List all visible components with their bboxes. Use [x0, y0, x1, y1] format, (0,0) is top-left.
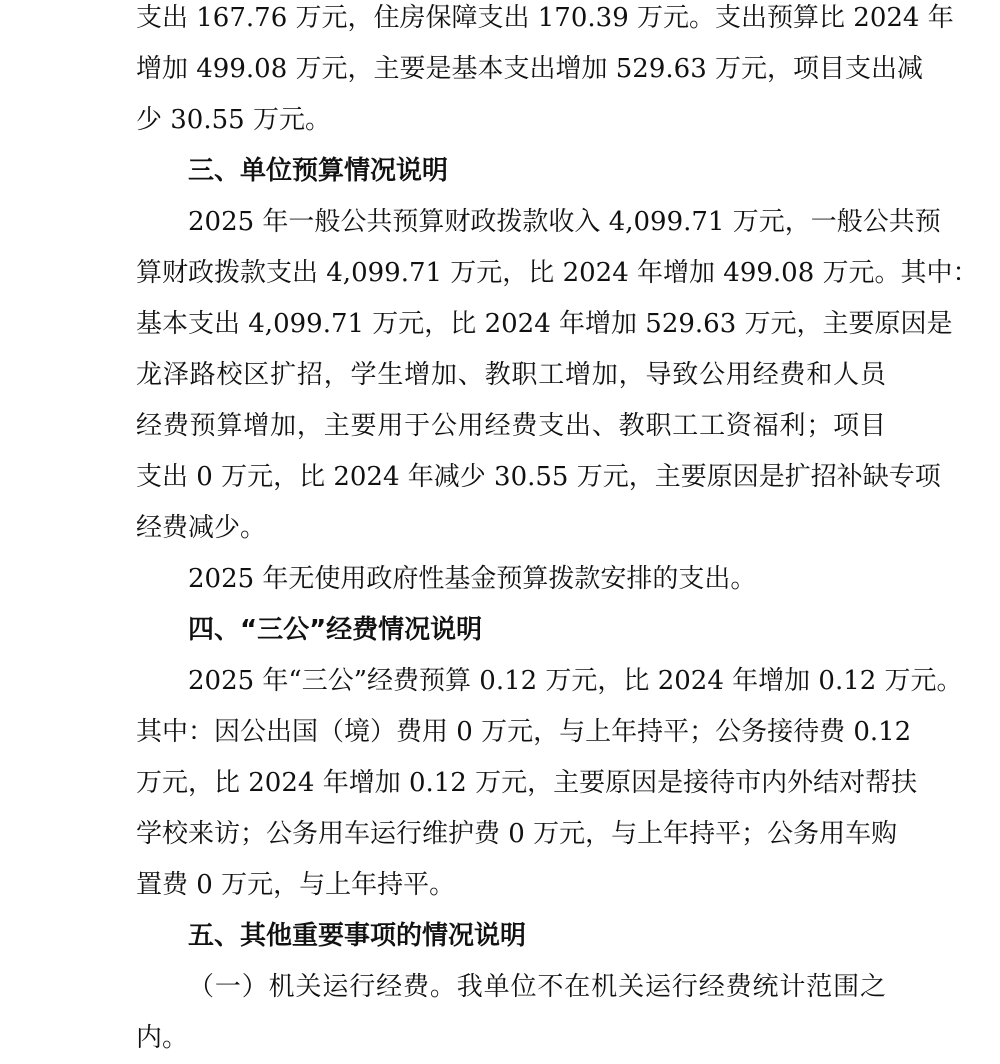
paragraph-line: 基本支出 4,099.71 万元，比 2024 年增加 529.63 万元，主要原因是	[136, 309, 953, 339]
paragraph-line: 2025 年无使用政府性基金预算拨款安排的支出。	[188, 564, 757, 594]
paragraph-line: 万元，比 2024 年增加 0.12 万元，主要原因是接待市内外结对帮扶	[136, 768, 918, 798]
paragraph-line: 支出 0 万元，比 2024 年减少 30.55 万元，主要原因是扩招补缺专项	[136, 462, 941, 492]
paragraph-line: 内。	[136, 1023, 189, 1053]
paragraph-line: 置费 0 万元，与上年持平。	[136, 870, 456, 900]
document-page	[136, 0, 979, 1064]
section-heading-unit-budget: 三、单位预算情况说明	[188, 156, 449, 186]
paragraph-line: 增加 499.08 万元，主要是基本支出增加 529.63 万元，项目支出减	[136, 54, 924, 84]
paragraph-line: 2025 年一般公共预算财政拨款收入 4,099.71 万元，一般公共预	[188, 207, 941, 237]
paragraph-line: （一）机关运行经费。我单位不在机关运行经费统计范围之	[188, 972, 886, 1002]
paragraph-line: 算财政拨款支出 4,099.71 万元，比 2024 年增加 499.08 万元。其中：	[136, 258, 979, 288]
paragraph-line: 龙泽路校区扩招，学生增加、教职工增加，导致公用经费和人员	[136, 360, 886, 390]
paragraph-line: 2025 年“三公”经费预算 0.12 万元，比 2024 年增加 0.12 万元。	[188, 666, 963, 696]
paragraph-line: 学校来访；公务用车运行维护费 0 万元，与上年持平；公务用车购	[136, 819, 898, 849]
paragraph-line: 支出 167.76 万元，住房保障支出 170.39 万元。支出预算比 2024 年	[136, 3, 954, 33]
section-heading-other-important-matters: 五、其他重要事项的情况说明	[188, 921, 527, 951]
paragraph-line: 其中：因公出国（境）费用 0 万元，与上年持平；公务接待费 0.12	[136, 717, 912, 747]
section-heading-three-public-expenses: 四、“三公”经费情况说明	[188, 615, 483, 645]
paragraph-line: 经费预算增加，主要用于公用经费支出、教职工工资福利；项目	[136, 411, 886, 441]
paragraph-line: 少 30.55 万元。	[136, 105, 331, 135]
paragraph-line: 经费减少。	[136, 513, 267, 543]
